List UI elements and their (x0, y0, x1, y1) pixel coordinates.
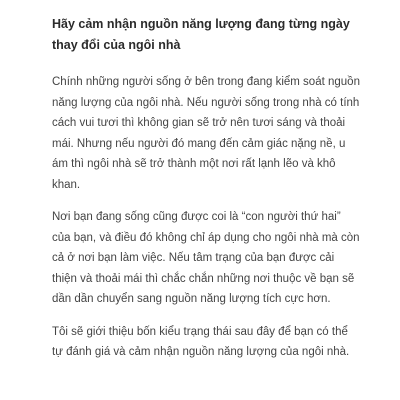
article-heading: Hãy cảm nhận nguồn năng lượng đang từng ngày thay đổi của ngôi nhà (52, 17, 350, 52)
paragraph-2: Nơi bạn đang sống cũng được coi là “con người thứ hai” của bạn, và điều đó không chỉ áp dụng cho ngôi nhà mà còn cả ở nơi bạn làm việc. Nếu tâm trạng của bạn được cải thiện và thoải mái thì chắc chắn những nơi thuộc về bạn sẽ dần dần chuyển sang nguồn năng lượng tích cực hơn. (52, 211, 360, 305)
paragraph-3: Tôi sẽ giới thiệu bốn kiểu trạng thái sau đây để bạn có thể tự đánh giá và cảm nhận nguồn năng lượng của ngôi nhà. (52, 325, 350, 358)
paragraph-1: Chính những người sống ở bên trong đang kiểm soát nguồn năng lượng của ngôi nhà. Nếu người sống trong nhà có tính cách vui tươi thì không gian sẽ trở nên tươi sáng và thoải mái. Nhưng nếu người đó mang đến cảm giác nặng nề, u ám thì ngôi nhà sẽ trở thành một nơi rất lạnh lẽo và khô khan. (52, 76, 360, 191)
